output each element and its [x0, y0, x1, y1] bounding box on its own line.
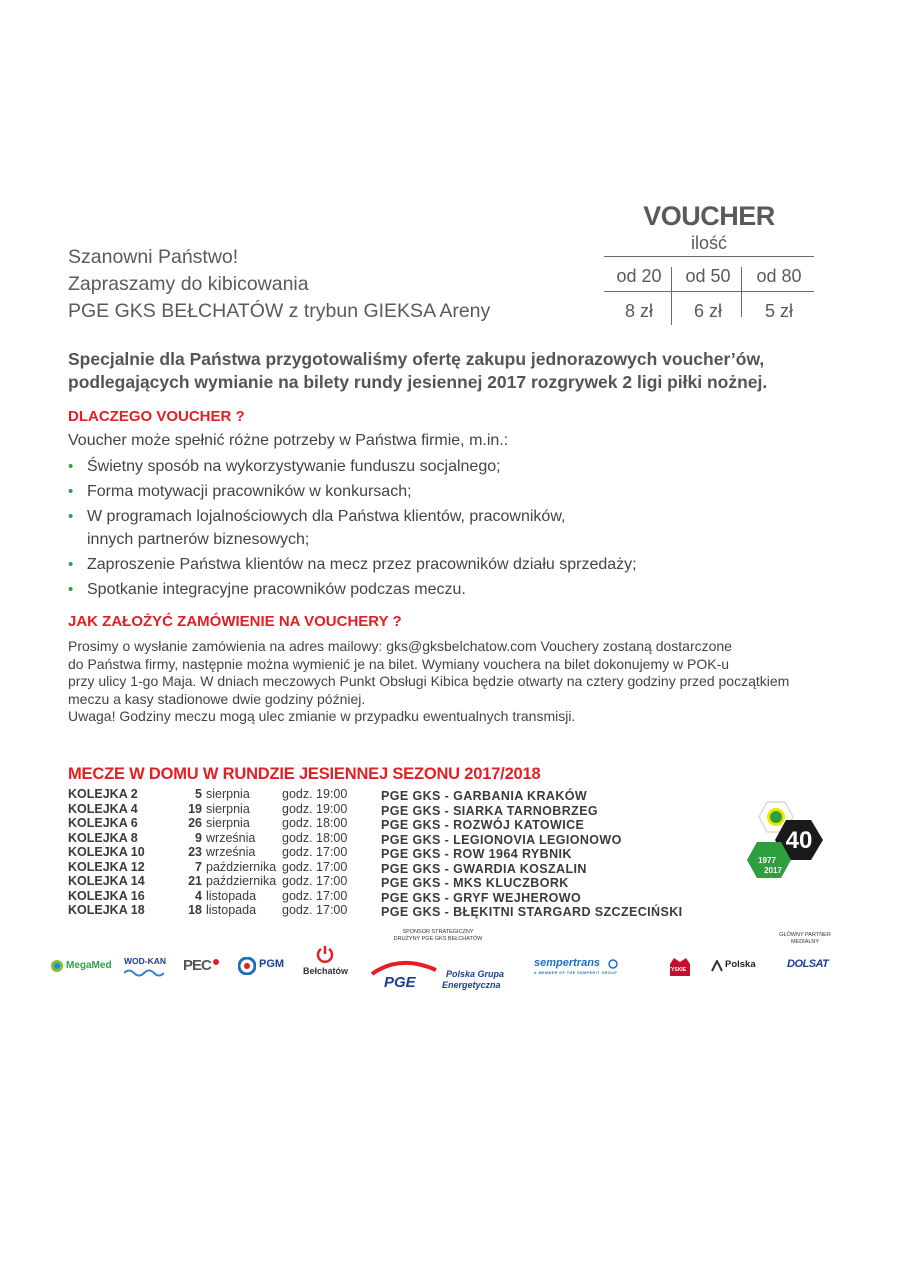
strategic-sponsor-label: SPONSOR STRATEGICZNY DRUŻYNY PGE GKS BEŁCHATÓW	[393, 929, 483, 942]
match-time: godz. 17:00	[282, 845, 348, 859]
voucher-quantity-3: od 80	[756, 266, 802, 286]
emblem-number: 40	[785, 827, 813, 854]
belchatow-city-logo: Bełchatów	[302, 944, 348, 988]
match-times-column	[282, 787, 347, 918]
match-game: PGE GKS - GWARDIA KOSZALIN	[381, 861, 587, 876]
match-day: 4	[195, 888, 202, 903]
polska-mark-icon	[711, 960, 723, 972]
megamed-icon	[50, 959, 64, 973]
benefits-list	[68, 455, 637, 603]
sempertrans-logo: sempertrans A MEMBER OF THE SEMPERIT GROUP	[534, 957, 618, 975]
match-time: godz. 17:00	[282, 888, 348, 903]
intro-line-2: podlegających wymianie na bilety rundy jesiennej 2017 rozgrywek 2 ligi piłki nożnej.	[68, 372, 768, 392]
match-month: sierpnia	[206, 787, 250, 801]
match-game: PGE GKS - ROW 1964 RYBNIK	[381, 847, 572, 861]
match-round: KOLEJKA 4	[68, 801, 138, 816]
match-time: godz. 17:00	[282, 874, 348, 888]
why-voucher-heading: DLACZEGO VOUCHER ?	[68, 408, 245, 425]
bullet-icon: •	[68, 483, 74, 500]
match-time: godz. 17:00	[282, 859, 348, 874]
emblem-year-end: 2017	[764, 866, 782, 875]
megamed-logo: MegaMed	[50, 956, 112, 976]
match-round: KOLEJKA 8	[68, 830, 138, 845]
match-rounds-column	[68, 787, 145, 918]
match-day: 18	[188, 903, 202, 917]
match-game: PGE GKS - ROZWÓJ KATOWICE	[381, 818, 585, 832]
anniversary-emblem	[745, 800, 830, 880]
pec-logo: PEC	[183, 956, 219, 978]
wave-icon	[124, 968, 164, 978]
voucher-price-1: 8 zł	[624, 301, 653, 321]
tyskie-logo: TYSKIE	[667, 956, 695, 978]
voucher-price-3: 5 zł	[764, 301, 793, 321]
match-month: września	[206, 845, 256, 859]
match-game: PGE GKS - GRYF WEJHEROWO	[381, 890, 582, 905]
match-day: 9	[195, 830, 202, 845]
voucher-title: VOUCHER	[643, 201, 775, 231]
emblem-year-start: 1977	[758, 856, 776, 865]
match-game: PGE GKS - LEGIONOVIA LEGIONOWO	[381, 832, 622, 847]
media-partner-label: GŁÓWNY PARTNER MEDIALNY	[779, 932, 831, 945]
match-day: 5	[195, 787, 202, 801]
match-time: godz. 18:00	[282, 816, 348, 830]
home-matches-heading: MECZE W DOMU W RUNDZIE JESIENNEJ SEZONU 2017/2018	[68, 765, 541, 783]
match-round: KOLEJKA 2	[68, 787, 138, 801]
voucher-divider-top	[604, 256, 814, 257]
voucher-quantity-2: od 50	[685, 266, 731, 286]
match-month: listopada	[206, 903, 257, 917]
pge-sponsor-logo: PGE Polska Grupa Energetyczna	[370, 958, 515, 992]
match-day: 7	[195, 859, 202, 874]
pec-dot-icon	[213, 959, 219, 965]
voucher-quantity-1: od 20	[616, 266, 662, 286]
voucher-divider-middle	[604, 291, 814, 292]
intro-line-1: Specjalnie dla Państwa przygotowaliśmy ofertę zakupu jednorazowych voucher’ów,	[68, 349, 765, 369]
why-voucher-intro: Voucher może spełnić różne potrzeby w Państwa firmie, m.in.:	[68, 432, 509, 449]
match-game: PGE GKS - MKS KLUCZBORK	[381, 876, 569, 890]
match-month: sierpnia	[206, 816, 250, 830]
list-item: • W programach lojalnościowych dla Państwa klientów, pracowników, innych partnerów biznesowych;	[68, 505, 637, 551]
match-day: 26	[188, 816, 202, 830]
pgm-logo: PGM	[238, 956, 288, 978]
match-time: godz. 19:00	[282, 787, 348, 801]
bullet-icon: •	[68, 458, 74, 475]
intro-paragraph	[68, 348, 767, 394]
match-round: KOLEJKA 14	[68, 874, 145, 888]
match-day: 19	[188, 801, 202, 816]
bullet-icon: •	[68, 581, 74, 598]
match-time: godz. 18:00	[282, 830, 348, 845]
match-day: 23	[188, 845, 202, 859]
bullet-icon: •	[68, 508, 74, 525]
pgm-icon	[238, 957, 256, 975]
match-month: listopada	[206, 888, 257, 903]
match-month: października	[206, 874, 277, 888]
list-item: • Spotkanie integracyjne pracowników podczas meczu.	[68, 578, 637, 601]
dolsat-logo: DOLSAT	[787, 958, 829, 970]
list-item: • Zaproszenie Państwa klientów na mecz przez pracowników działu sprzedaży;	[68, 553, 637, 576]
greeting-line-2: Zapraszamy do kibicowania	[68, 273, 309, 295]
match-time: godz. 17:00	[282, 903, 348, 917]
how-to-order-heading: JAK ZAŁOŻYĆ ZAMÓWIENIE NA VOUCHERY ?	[68, 613, 402, 630]
greeting	[68, 244, 490, 325]
match-round: KOLEJKA 6	[68, 816, 138, 830]
greeting-line-3: PGE GKS BEŁCHATÓW z trybun GIEKSA Areny	[68, 300, 491, 322]
greeting-line-1: Szanowni Państwo!	[68, 246, 239, 268]
list-item: • Świetny sposób na wykorzystywanie funduszu socjalnego;	[68, 455, 637, 478]
match-game: PGE GKS - SIARKA TARNOBRZEG	[381, 803, 599, 818]
sempertrans-icon	[608, 959, 618, 969]
bullet-icon: •	[68, 556, 74, 573]
hexagon-logo-icon	[745, 800, 830, 880]
wodkan-logo: WOD-KAN	[122, 956, 168, 980]
match-game: PGE GKS - GARBANIA KRAKÓW	[381, 789, 588, 803]
how-to-order-text: Prosimy o wysłanie zamówienia na adres mailowy: gks@gksbelchatow.com Vouchery zostaną dostarczone do Państwa firmy, następnie można wymienić je na bilet. Wymiany vouchera na bilet dokonujemy w POK-u przy ulicy 1-go Maja. W dniach meczowych Punkt Obsługi Kibica będzie otwarty na cztery godziny przed początkiem meczu a kasy stadionowe dwie godziny później. Uwaga! Godziny meczu mogą ulec zmianie w przypadku ewentualnych transmisji.	[68, 638, 790, 724]
match-round: KOLEJKA 18	[68, 903, 145, 917]
match-day: 21	[188, 874, 202, 888]
match-time: godz. 19:00	[282, 801, 348, 816]
match-games-column	[381, 789, 683, 920]
polska-tiles-logo: Polska	[711, 958, 773, 976]
match-months-column	[206, 787, 276, 918]
match-month: sierpnia	[206, 801, 250, 816]
voucher-subtitle: ilość	[690, 233, 727, 253]
match-round: KOLEJKA 16	[68, 888, 145, 903]
match-round: KOLEJKA 12	[68, 859, 145, 874]
match-days-column	[150, 787, 202, 918]
match-month: października	[206, 859, 277, 874]
match-month: września	[206, 830, 256, 845]
match-round: KOLEJKA 10	[68, 845, 145, 859]
list-item: • Forma motywacji pracowników w konkursach;	[68, 480, 637, 503]
power-icon	[315, 944, 335, 964]
match-game: PGE GKS - BŁĘKITNI STARGARD SZCZECIŃSKI	[381, 905, 683, 919]
voucher-price-2: 6 zł	[693, 301, 722, 321]
